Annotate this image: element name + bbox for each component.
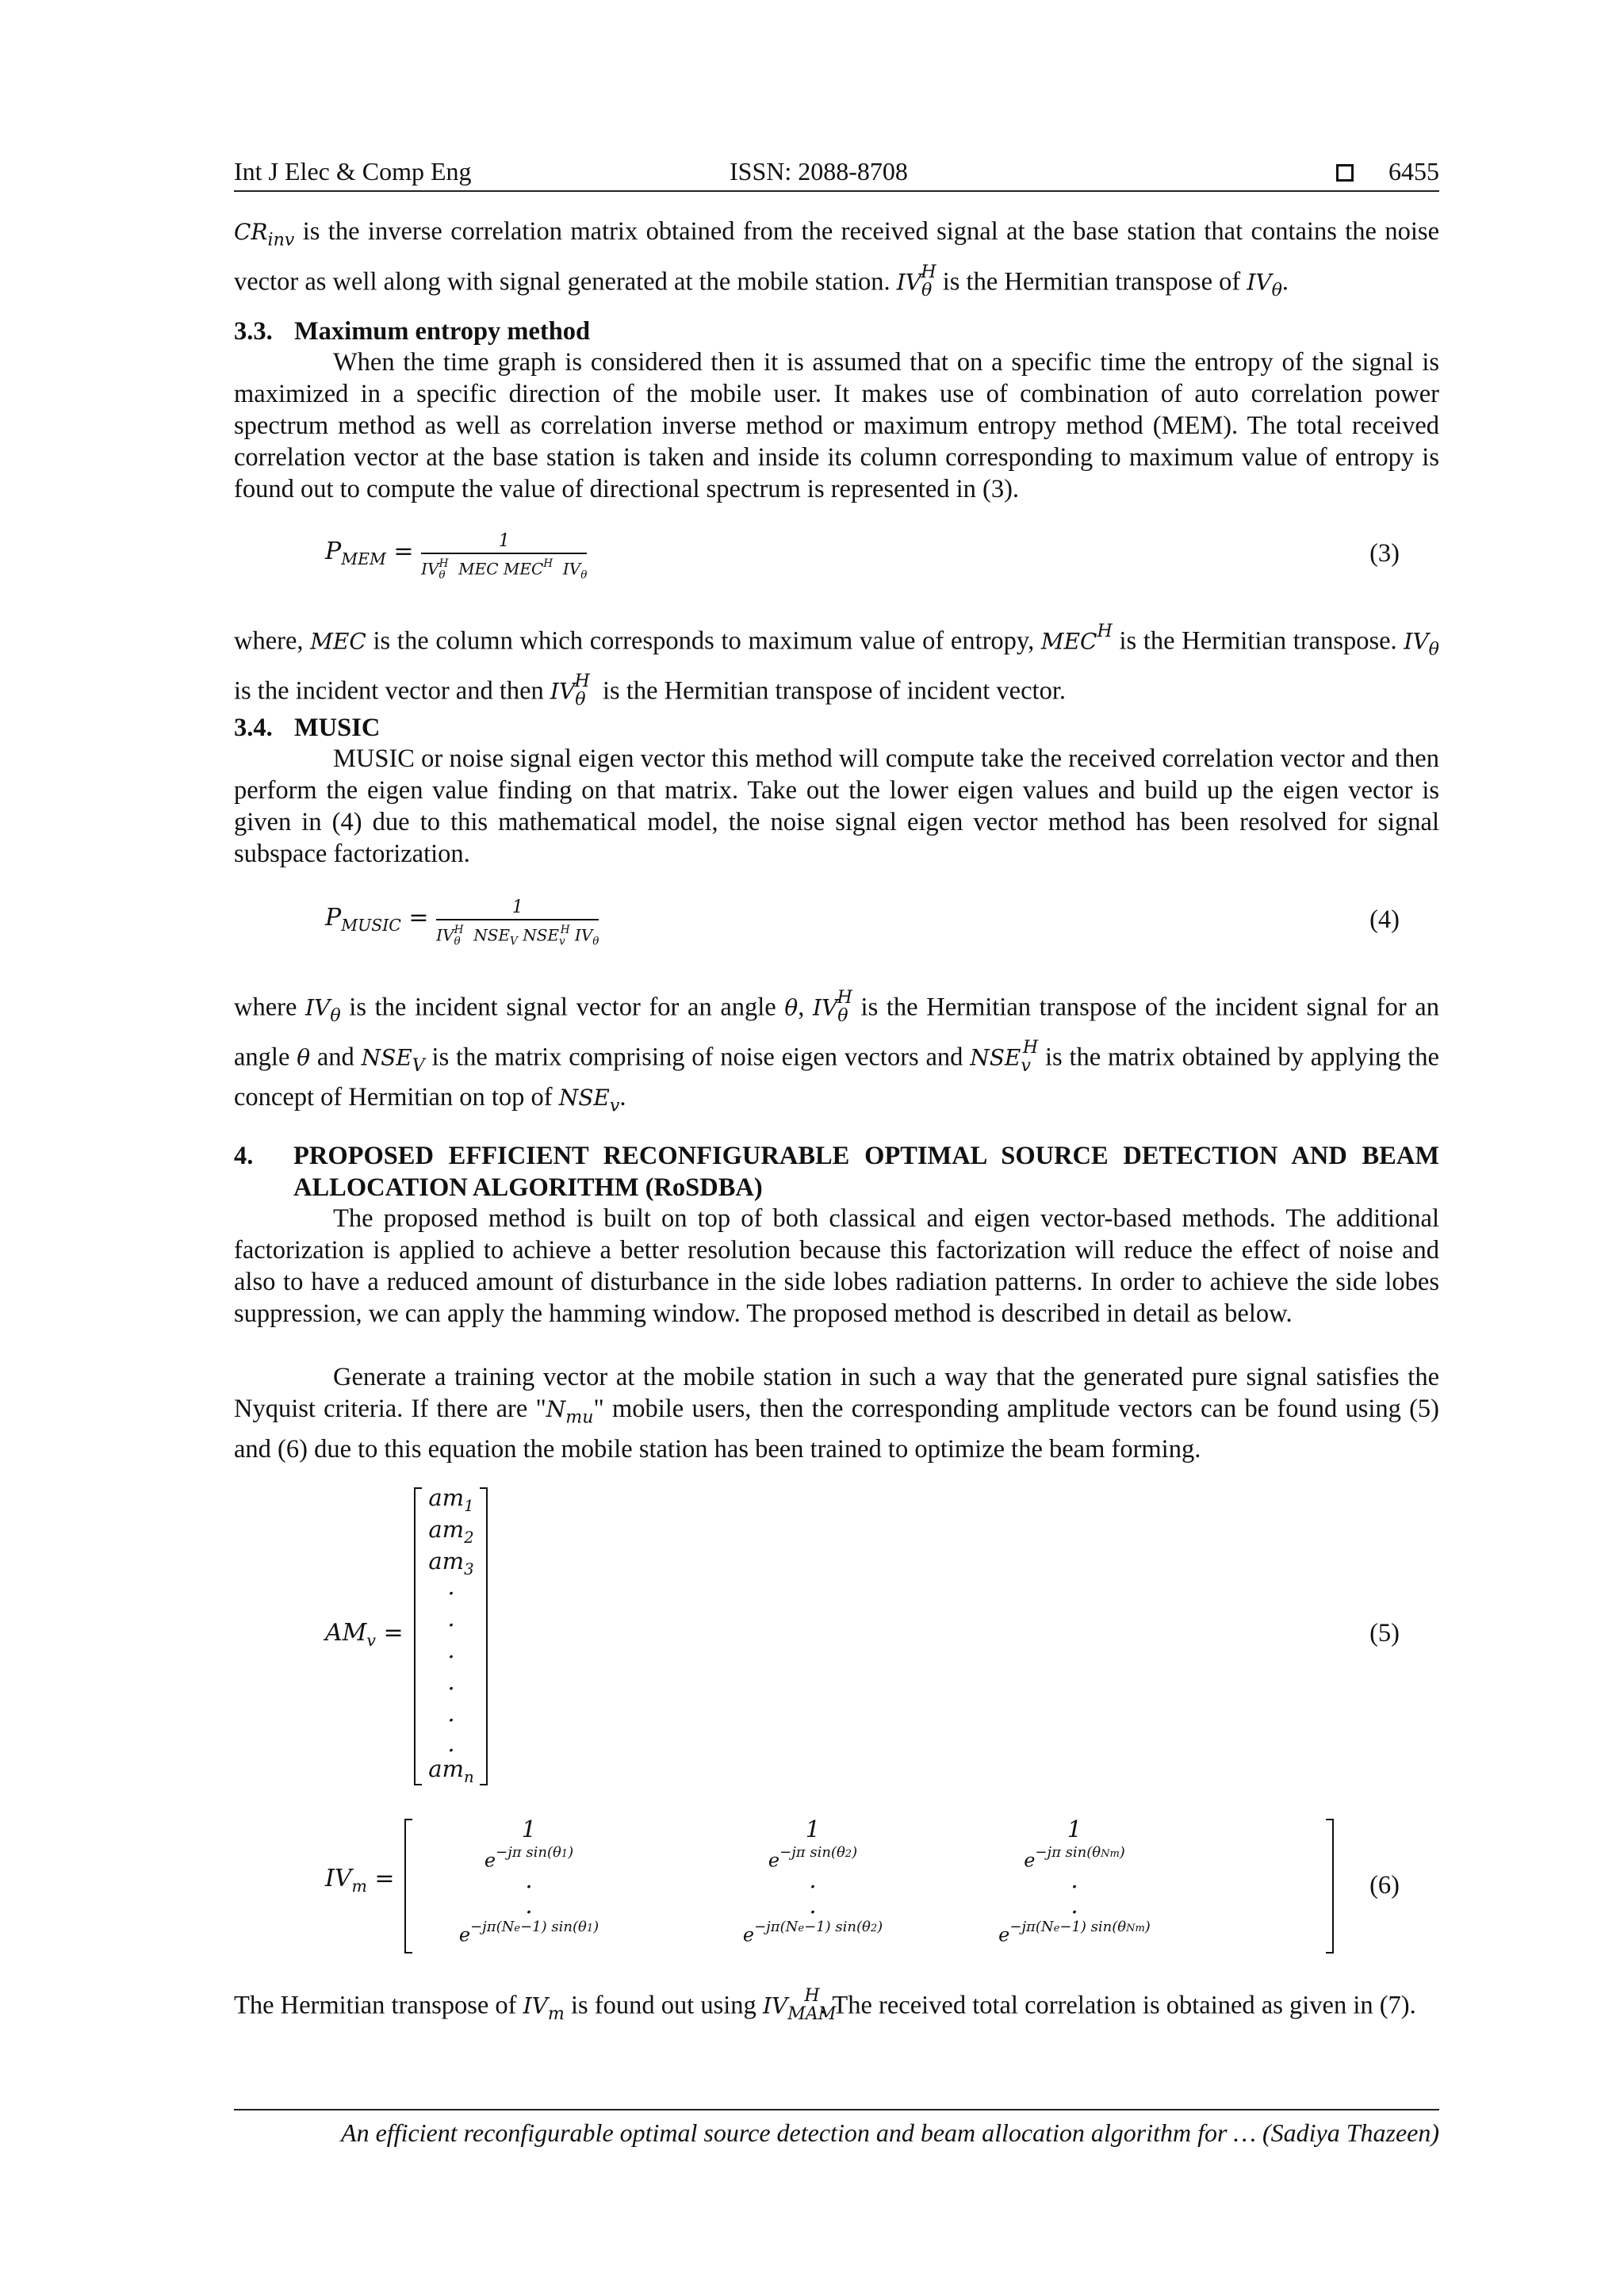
equation-6-number: (6) bbox=[1369, 1871, 1400, 1900]
section-4-paragraph-1: The proposed method is built on top of both classical and eigen vector-based methods. The additional factorization is applied to achieve a better resolution because this factorization will reduce the effect of noise and also to have a reduced amount of disturbance in the side lobes radiation patterns. In order to achieve the side lobes suppression, we can apply the hamming window. The proposed method is described in detail as below. bbox=[234, 1204, 1439, 1328]
running-header bbox=[234, 152, 1439, 192]
section-3-4-where: where $IV_\theta$ is the incident signal vector for an angle θ, $IV_\theta^H$ is the Hermitian transpose of the incident signal for an angle θ and $NSE_V$ is the matrix comprising of noise eigen vectors and $NSE_v^H$ is the matrix obtained by applying the concept of Hermitian on top of $NSE_v$. bbox=[234, 987, 1439, 1117]
equation-5-number: (5) bbox=[1369, 1619, 1400, 1647]
checkbox-square-icon bbox=[1336, 164, 1354, 182]
issn: ISSN: 2088-8708 bbox=[730, 157, 908, 186]
equation-3-fraction: $\frac{1}{IV_\theta^H MEC MEC^H IV_\theta}$ bbox=[421, 531, 588, 582]
left-bracket bbox=[404, 1819, 412, 1954]
section-3-3-where: where, MEC is the column which corresponds to maximum value of entropy, $MEC^H$ is the Hermitian transpose. $IV_\theta$ is the incident vector and then $IV_\theta^H$ is the Hermitian transpose of incident vector. bbox=[234, 621, 1439, 710]
running-footer: An efficient reconfigurable optimal source detection and beam allocation algorithm for … (Sadiya Thazeen) bbox=[234, 2109, 1439, 2148]
section-4-closing: The Hermitian transpose of $IV_m$ is found out using $IV_{MAM}^H$. The received total correlation is obtained as given in (7). bbox=[234, 1985, 1416, 2025]
equation-4-fraction: $\frac{1}{IV_\theta^H NSE_V NSE_v^H IV_\theta}$ bbox=[436, 897, 599, 948]
equation-4-number: (4) bbox=[1369, 905, 1400, 934]
section-3-3-paragraph: When the time graph is considered then it is assumed that on a specific time the entropy of the signal is maximized in a specific direction of the mobile user. It makes use of combination of auto correlation power spectrum method as well as correlation inverse method or maximum entropy method (MEM). The total received correlation vector at the base station is taken and inside its column corresponding to maximum value of entropy is found out to compute the value of directional spectrum is represented in (3). bbox=[234, 348, 1439, 503]
journal-name: Int J Elec & Comp Eng bbox=[234, 157, 472, 186]
right-bracket bbox=[480, 1487, 488, 1785]
section-3-4-paragraph: MUSIC or noise signal eigen vector this method will compute take the received correlation vector and then perform the eigen value finding on that matrix. Take out the lower eigen values and build up the eigen vector is given in (4) due to this mathematical model, the noise signal eigen vector method has been resolved for signal subspace factorization. bbox=[234, 744, 1439, 868]
intro-paragraph: $CR_{inv}$ is the inverse correlation matrix obtained from the received signal at the base station that contains the noise vector as well along with signal generated at the mobile station. $IV_\theta^H$ is the Hermitian transpose of $IV_\theta$. bbox=[234, 217, 1439, 300]
equation-3-number: (3) bbox=[1369, 539, 1400, 568]
page-number-group bbox=[1336, 157, 1439, 186]
equation-4: $P_{MUSIC}$ = $\frac{1}{IV_\theta^H NSE_V NSE_v^H IV_\theta}$ bbox=[325, 897, 599, 948]
right-bracket bbox=[1326, 1819, 1334, 1954]
left-bracket bbox=[414, 1487, 422, 1785]
equation-5: $AM_v$ = $am_1$ $am_2$ $am_3$ . . . . . . $am_n$ bbox=[325, 1484, 1356, 1785]
equation-3: $P_{MEM}$ = $\frac{1}{IV_\theta^H MEC MEC^H IV_\theta}$ bbox=[325, 531, 588, 582]
section-3-3-heading: 3.3. Maximum entropy method bbox=[234, 317, 591, 346]
section-3-4-heading: 3.4. MUSIC bbox=[234, 714, 381, 742]
section-4-paragraph-2: Generate a training vector at the mobile station in such a way that the generated pure signal satisfies the Nyquist criteria. If there are "$N_{mu}$" mobile users, then the corresponding amplitude vectors can be found using (5) and (6) due to this equation the mobile station has been trained to optimize the beam forming. bbox=[234, 1363, 1439, 1464]
equation-6: $IV_m$ = 1 $e^{-j\pi sin(\theta 1)}$ . . $e^{-j\pi(Ne-1) sin(\theta 1)}$ 1 $e^{-j\pi sin(\theta 2)}$ . . $e^{-j\pi(Ne-1) sin(\theta 2)}$ 1 $e^{-j\pi sin(\theta Nm)}$ . . $e^{-j\pi(Ne-1) sin(\theta Nm)}$ bbox=[325, 1816, 1356, 1958]
page-number: 6455 bbox=[1388, 157, 1439, 186]
section-4-heading: 4. PROPOSED EFFICIENT RECONFIGURABLE OPTIMAL SOURCE DETECTION AND BEAM ALLOCATION ALGORITHM (RoSDBA) bbox=[234, 1142, 1439, 1202]
